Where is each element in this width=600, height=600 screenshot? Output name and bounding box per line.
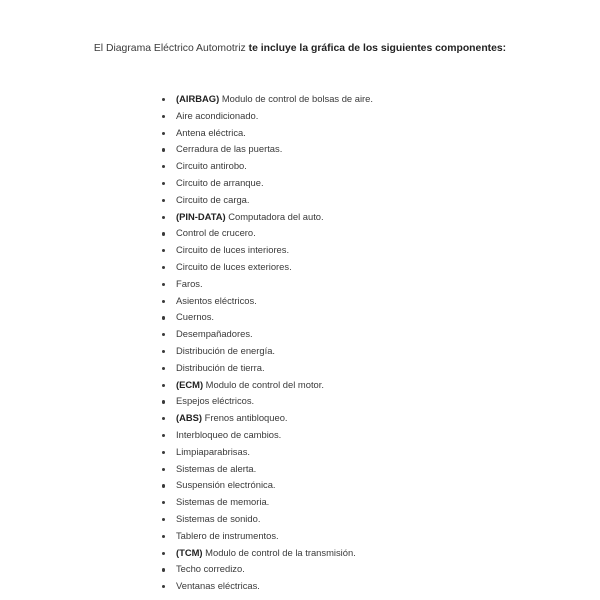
list-item-text: Modulo de control de bolsas de aire.	[219, 93, 373, 104]
list-item-text: Sistemas de memoria.	[176, 496, 270, 508]
bullet-dot-icon	[162, 249, 165, 252]
list-item	[157, 461, 373, 478]
list-item	[157, 494, 373, 511]
list-item	[157, 444, 373, 461]
bullet-dot-icon	[162, 367, 165, 370]
bullet-dot-icon	[162, 216, 165, 219]
bullet-dot-icon	[162, 384, 165, 387]
list-item-code: (ECM)	[176, 378, 204, 390]
intro-plain-text: El Diagrama Eléctrico Automotriz	[93, 43, 249, 54]
list-item-text: Computadora del auto.	[225, 210, 324, 222]
bullet-dot-icon	[162, 316, 165, 319]
list-item	[157, 293, 373, 310]
list-item	[157, 209, 373, 226]
list-item-text: Asientos eléctricos.	[176, 294, 257, 306]
list-item-code: (TCM)	[176, 546, 203, 558]
list-item	[157, 427, 373, 444]
component-list	[157, 91, 373, 595]
list-item	[157, 192, 373, 209]
bullet-dot-icon	[162, 165, 165, 168]
bullet-dot-icon	[162, 148, 165, 151]
bullet-dot-icon	[162, 283, 165, 286]
bullet-dot-icon	[162, 300, 165, 303]
bullet-dot-icon	[162, 199, 165, 202]
list-item	[157, 360, 373, 377]
list-item-code: (ABS)	[176, 412, 203, 424]
bullet-dot-icon	[162, 451, 165, 454]
bullet-dot-icon	[162, 333, 165, 336]
bullet-dot-icon	[162, 182, 165, 185]
bullet-dot-icon	[162, 552, 165, 555]
list-item	[157, 175, 373, 192]
list-item-text: Circuito de luces exteriores.	[176, 260, 292, 272]
list-item-text: Frenos antibloqueo.	[202, 412, 288, 424]
list-item	[157, 309, 373, 326]
list-item-text: Faros.	[176, 277, 203, 289]
list-item-text: Antena eléctrica.	[176, 126, 246, 138]
list-item-text: Limpiaparabrisas.	[176, 445, 250, 457]
list-item-code: (AIRBAG)	[176, 93, 220, 104]
list-item-text: Suspensión electrónica.	[176, 479, 276, 491]
list-item-text: Desempañadores.	[176, 328, 253, 340]
list-item-text: Distribución de tierra.	[176, 361, 265, 373]
bullet-dot-icon	[162, 132, 165, 135]
list-item	[157, 276, 373, 293]
list-item	[157, 511, 373, 528]
bullet-dot-icon	[162, 232, 165, 235]
list-item-text: Cuernos.	[176, 311, 215, 323]
list-item	[157, 578, 373, 595]
list-item-text: Control de crucero.	[176, 227, 256, 239]
list-item	[157, 343, 373, 360]
bullet-dot-icon	[162, 484, 165, 487]
bullet-dot-icon	[162, 98, 165, 101]
list-item-text: Circuito antirobo.	[176, 160, 247, 172]
list-item-text: Distribución de energía.	[176, 344, 276, 356]
bullet-dot-icon	[162, 468, 165, 471]
list-item-text: Modulo de control del motor.	[203, 378, 324, 390]
list-item-text: Techo corredizo.	[176, 563, 245, 575]
list-item-text: Cerradura de las puertas.	[176, 143, 283, 155]
list-item-text: Espejos eléctricos.	[176, 395, 255, 407]
bullet-dot-icon	[162, 266, 165, 269]
bullet-dot-icon	[162, 518, 165, 521]
bullet-dot-icon	[162, 400, 165, 403]
intro-bold-text: te incluye la gráfica de los siguientes componentes:	[248, 43, 507, 54]
list-item-text: Ventanas eléctricas.	[176, 580, 260, 592]
list-item	[157, 326, 373, 343]
bullet-dot-icon	[162, 501, 165, 504]
list-item-text: Sistemas de alerta.	[176, 462, 257, 474]
bullet-dot-icon	[162, 585, 165, 588]
list-item-text: Tablero de instrumentos.	[176, 529, 279, 541]
list-item-code: (PIN-DATA)	[176, 210, 226, 222]
list-item-text: Interbloqueo de cambios.	[176, 428, 282, 440]
list-item-text: Circuito de arranque.	[176, 176, 264, 188]
list-item	[157, 108, 373, 125]
list-item	[157, 125, 373, 142]
list-item	[157, 393, 373, 410]
list-item	[157, 225, 373, 242]
list-item	[157, 477, 373, 494]
list-item	[157, 242, 373, 259]
list-item	[157, 259, 373, 276]
list-item	[157, 410, 373, 427]
list-item-text: Sistemas de sonido.	[176, 512, 261, 524]
bullet-dot-icon	[162, 417, 165, 420]
list-item	[157, 377, 373, 394]
bullet-dot-icon	[162, 350, 165, 353]
list-item-text: Modulo de control de la transmisión.	[202, 546, 356, 558]
list-item	[157, 91, 373, 108]
list-item	[157, 528, 373, 545]
list-item	[157, 545, 373, 562]
list-item-text: Aire acondicionado.	[176, 109, 259, 121]
list-item	[157, 158, 373, 175]
bullet-dot-icon	[162, 535, 165, 538]
bullet-dot-icon	[162, 115, 165, 118]
list-item	[157, 141, 373, 158]
list-item-text: Circuito de luces interiores.	[176, 244, 290, 256]
bullet-dot-icon	[162, 568, 165, 571]
intro-paragraph	[0, 41, 600, 57]
list-item	[157, 561, 373, 578]
list-item-text: Circuito de carga.	[176, 193, 250, 205]
bullet-dot-icon	[162, 434, 165, 437]
